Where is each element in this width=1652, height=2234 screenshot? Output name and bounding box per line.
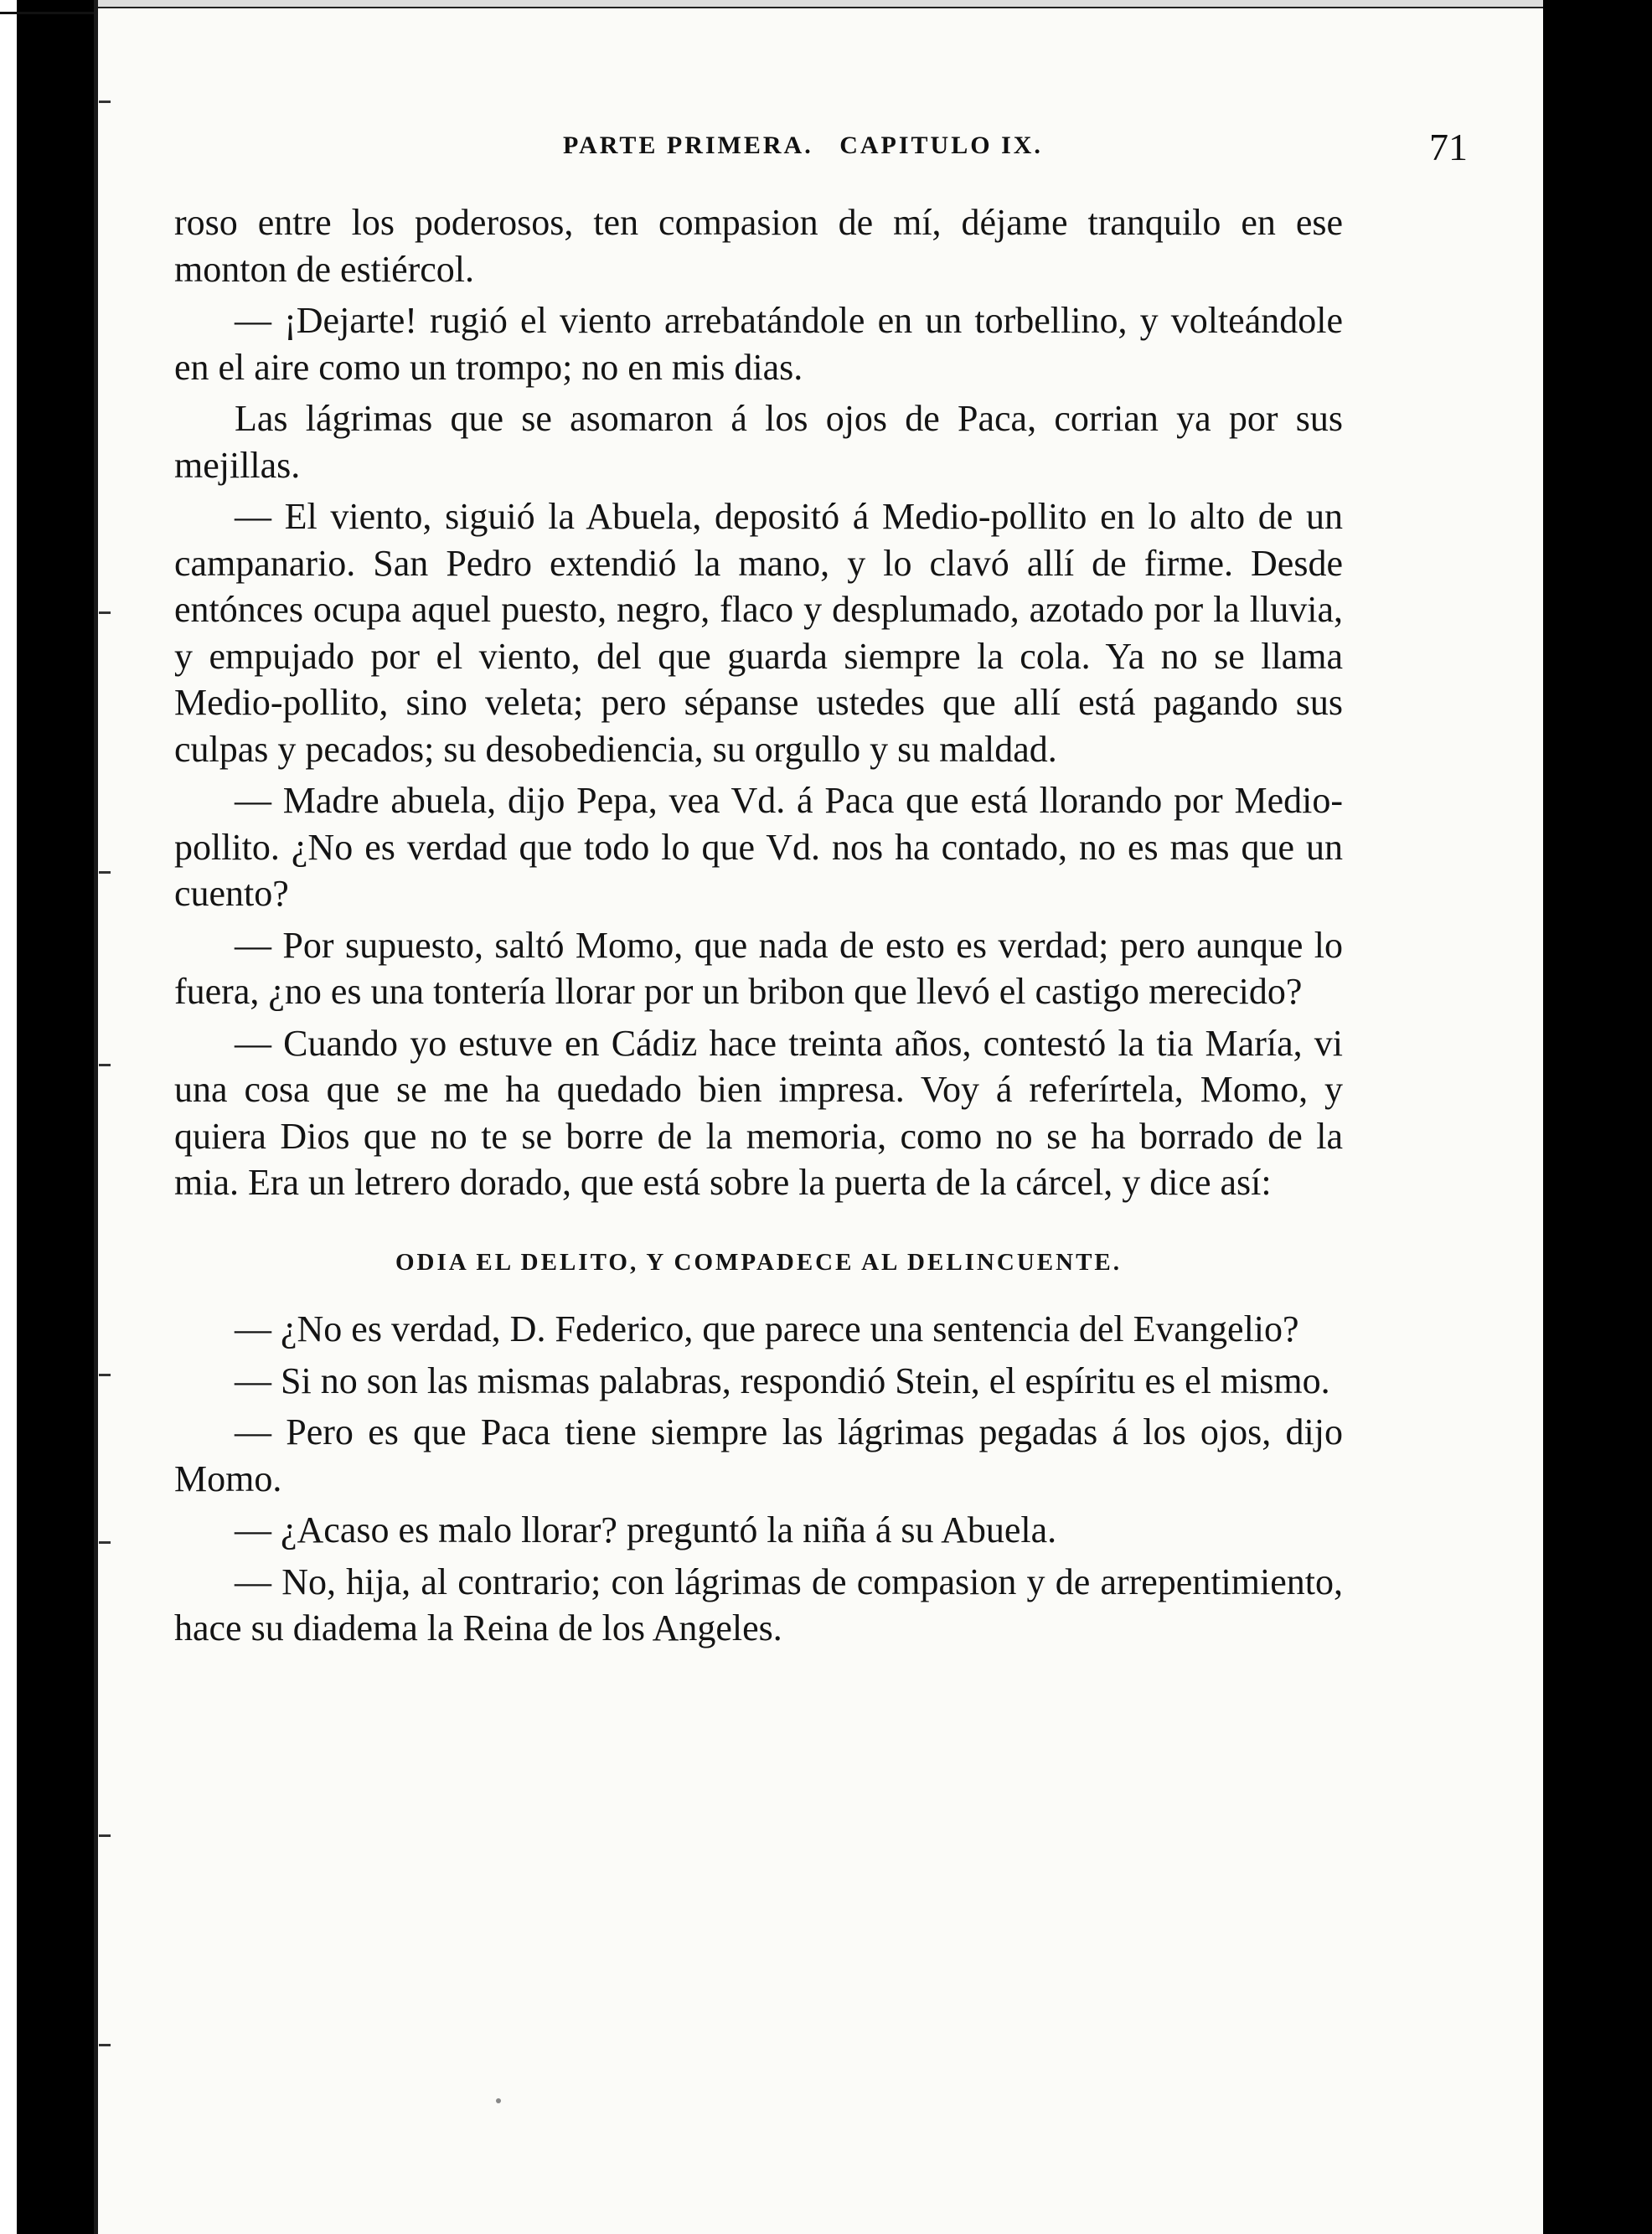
margin-mark [99, 611, 111, 614]
margin-mark [99, 101, 111, 103]
page-margin-line [94, 0, 98, 2234]
margin-mark [99, 871, 111, 874]
running-title: PARTE PRIMERA. CAPITULO IX. [563, 132, 1043, 159]
body-text [174, 199, 1343, 1657]
paragraph: Las lágrimas que se asomaron á los ojos de Paca, corrian ya por sus mejillas. [174, 398, 1343, 486]
margin-mark [99, 1834, 111, 1837]
scan-background-left [0, 0, 17, 2234]
paragraph: roso entre los poderosos, ten compasion de mí, déjame tranquilo en ese monton de estiércol. [174, 202, 1343, 290]
paragraph: — Si no son las mismas palabras, respondió Stein, el espíritu es el mismo. [235, 1359, 1330, 1401]
paragraph: — ¿No es verdad, D. Federico, que parece una sentencia del Evangelio? [235, 1308, 1299, 1349]
paper-speck [496, 2098, 501, 2103]
page-number: 71 [1429, 126, 1468, 168]
paragraph: — Cuando yo estuve en Cádiz hace treinta años, contestó la tia María, vi una cosa que se me ha quedado bien impresa. Voy á referírtela, Momo, y quiera Dios que no te se borre de la memoria, como no se ha borrado de la mia. Era un letrero dorado, que está sobre la puerta de la cárcel, y dice así: [174, 1022, 1343, 1203]
paragraph: — ¿Acaso es malo llorar? preguntó la niña á su Abuela. [235, 1509, 1057, 1550]
margin-mark [99, 1064, 111, 1066]
paragraph: — Pero es que Paca tiene siempre las lágrimas pegadas á los ojos, dijo Momo. [174, 1411, 1343, 1499]
margin-mark [99, 1374, 111, 1376]
inscription-motto: ODIA EL DELITO, Y COMPADECE AL DELINCUENTE. [395, 1248, 1123, 1276]
paragraph: — No, hija, al contrario; con lágrimas de compasion y de arrepentimiento, hace su diadema la Reina de los Angeles. [174, 1561, 1343, 1648]
paragraph: — Madre abuela, dijo Pepa, vea Vd. á Paca que está llorando por Medio-pollito. ¿No es verdad que todo lo que Vd. nos ha contado, no es mas que un cuento? [174, 780, 1343, 914]
paragraph: — El viento, siguió la Abuela, depositó á Medio-pollito en lo alto de un campanario. San Pedro extendió la mano, y lo clavó allí de firme. Desde entónces ocupa aquel puesto, negro, flaco y desplumado, azotado por la lluvia, y empujado por el viento, del que guarda siempre la cola. Ya no se llama Medio-pollito, sino veleta; pero sépanse ustedes que allí está pagando sus culpas y pecados; su desobediencia, su orgullo y su maldad. [174, 496, 1343, 770]
margin-mark [99, 2044, 111, 2046]
paragraph: — ¡Dejarte! rugió el viento arrebatándole en un torbellino, y volteándole en el aire como un trompo; no en mis dias. [174, 300, 1343, 388]
margin-mark [99, 1541, 111, 1544]
page-header [563, 126, 1468, 172]
paragraph: — Por supuesto, saltó Momo, que nada de esto es verdad; pero aunque lo fuera, ¿no es una tontería llorar por un bribon que llevó el castigo merecido? [174, 924, 1343, 1012]
